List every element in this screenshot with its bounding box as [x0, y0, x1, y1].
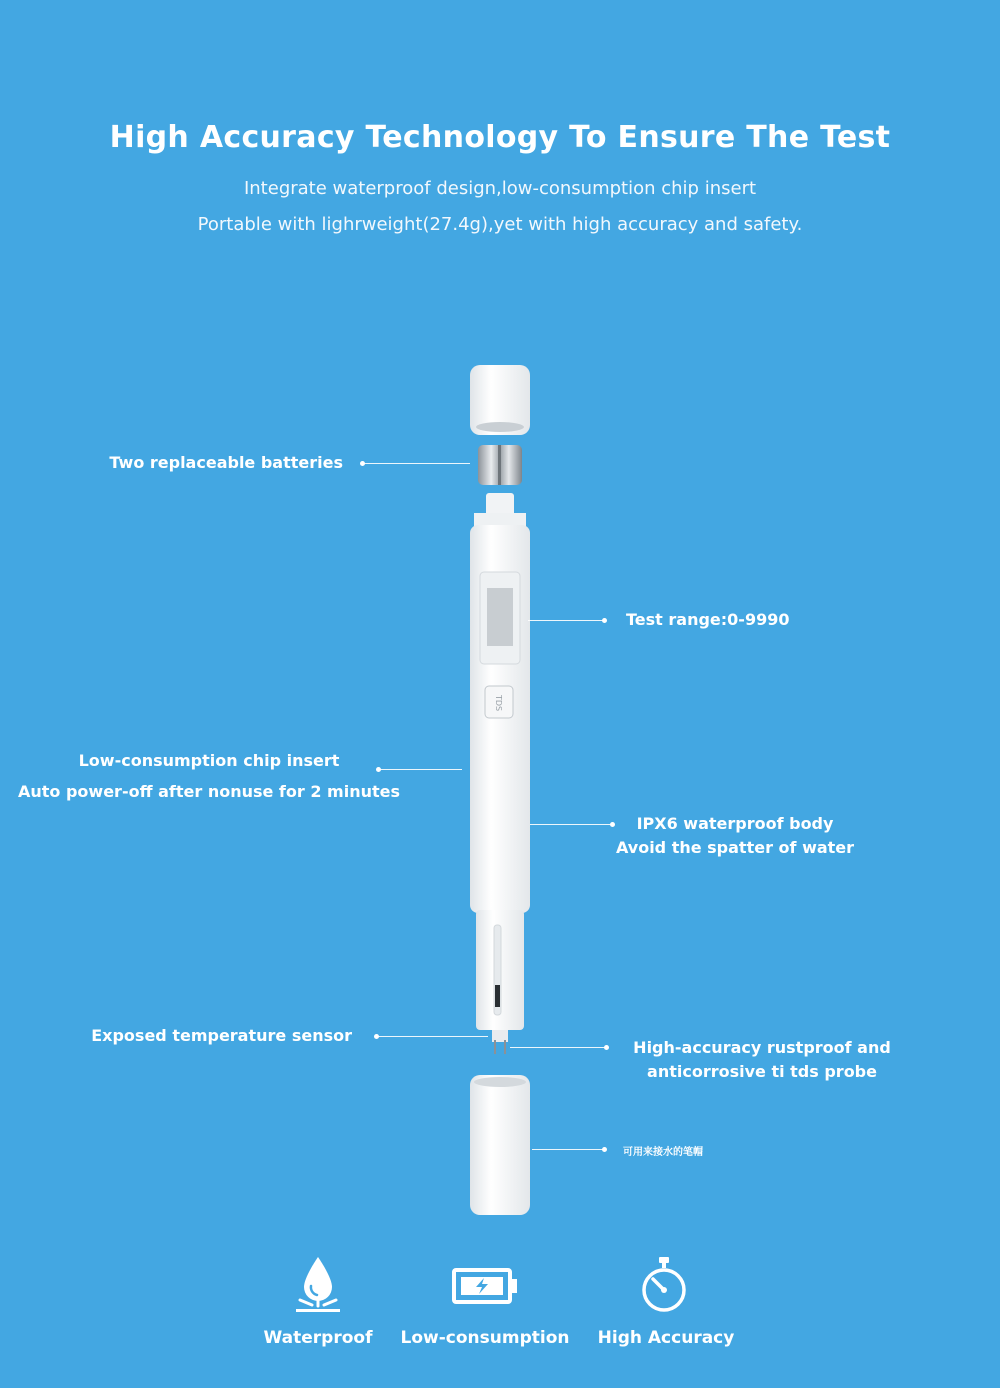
callout-test-range: Test range:0-9990 [626, 610, 790, 629]
pen-lower-section [476, 910, 524, 1030]
battery-holder [474, 493, 526, 527]
callout-line [376, 1036, 488, 1037]
callout-batteries: Two replaceable batteries [109, 453, 343, 472]
callout-line [362, 463, 470, 464]
callout-dot [602, 618, 607, 623]
probe-tips [492, 1030, 508, 1054]
callout-line [528, 620, 604, 621]
page-title: High Accuracy Technology To Ensure The Test [109, 120, 891, 155]
callout-cap-note: 可用来接水的笔帽 [623, 1147, 703, 1158]
callout-temp-sensor: Exposed temperature sensor [91, 1026, 352, 1045]
callout-chip-line-1: Low-consumption chip insert [78, 751, 340, 770]
feature-label-high-accuracy: High Accuracy [597, 1328, 735, 1348]
battery-icon [451, 1267, 519, 1305]
callout-chip-line-2: Auto power-off after nonuse for 2 minutes [17, 782, 401, 801]
callout-line [378, 769, 462, 770]
callout-waterproof-line-2: Avoid the spatter of water [615, 838, 855, 857]
callout-probe-line-1: High-accuracy rustproof and [633, 1038, 891, 1057]
feature-label-waterproof: Waterproof [263, 1328, 373, 1348]
callout-dot [604, 1045, 609, 1050]
callout-line [532, 1149, 604, 1150]
stopwatch-icon [638, 1255, 690, 1315]
subtitle-line-1: Integrate waterproof design,low-consumption chip insert [243, 178, 757, 199]
callout-dot [602, 1147, 607, 1152]
tds-button-label: TDS [494, 694, 503, 712]
bottom-cap [470, 1075, 530, 1215]
callout-line [530, 824, 612, 825]
top-cap [470, 365, 530, 435]
batteries [478, 445, 522, 485]
subtitle-line-2: Portable with lighrweight(27.4g),yet with high accuracy and safety. [197, 214, 803, 235]
callout-waterproof-line-1: IPX6 waterproof body [636, 814, 834, 833]
callout-probe-line-2: anticorrosive ti tds probe [647, 1062, 877, 1081]
callout-line [510, 1047, 606, 1048]
feature-label-low-consumption: Low-consumption [400, 1328, 570, 1348]
tds-pen-illustration [440, 355, 560, 1225]
pen-body [470, 525, 530, 913]
water-drop-icon [290, 1255, 346, 1315]
